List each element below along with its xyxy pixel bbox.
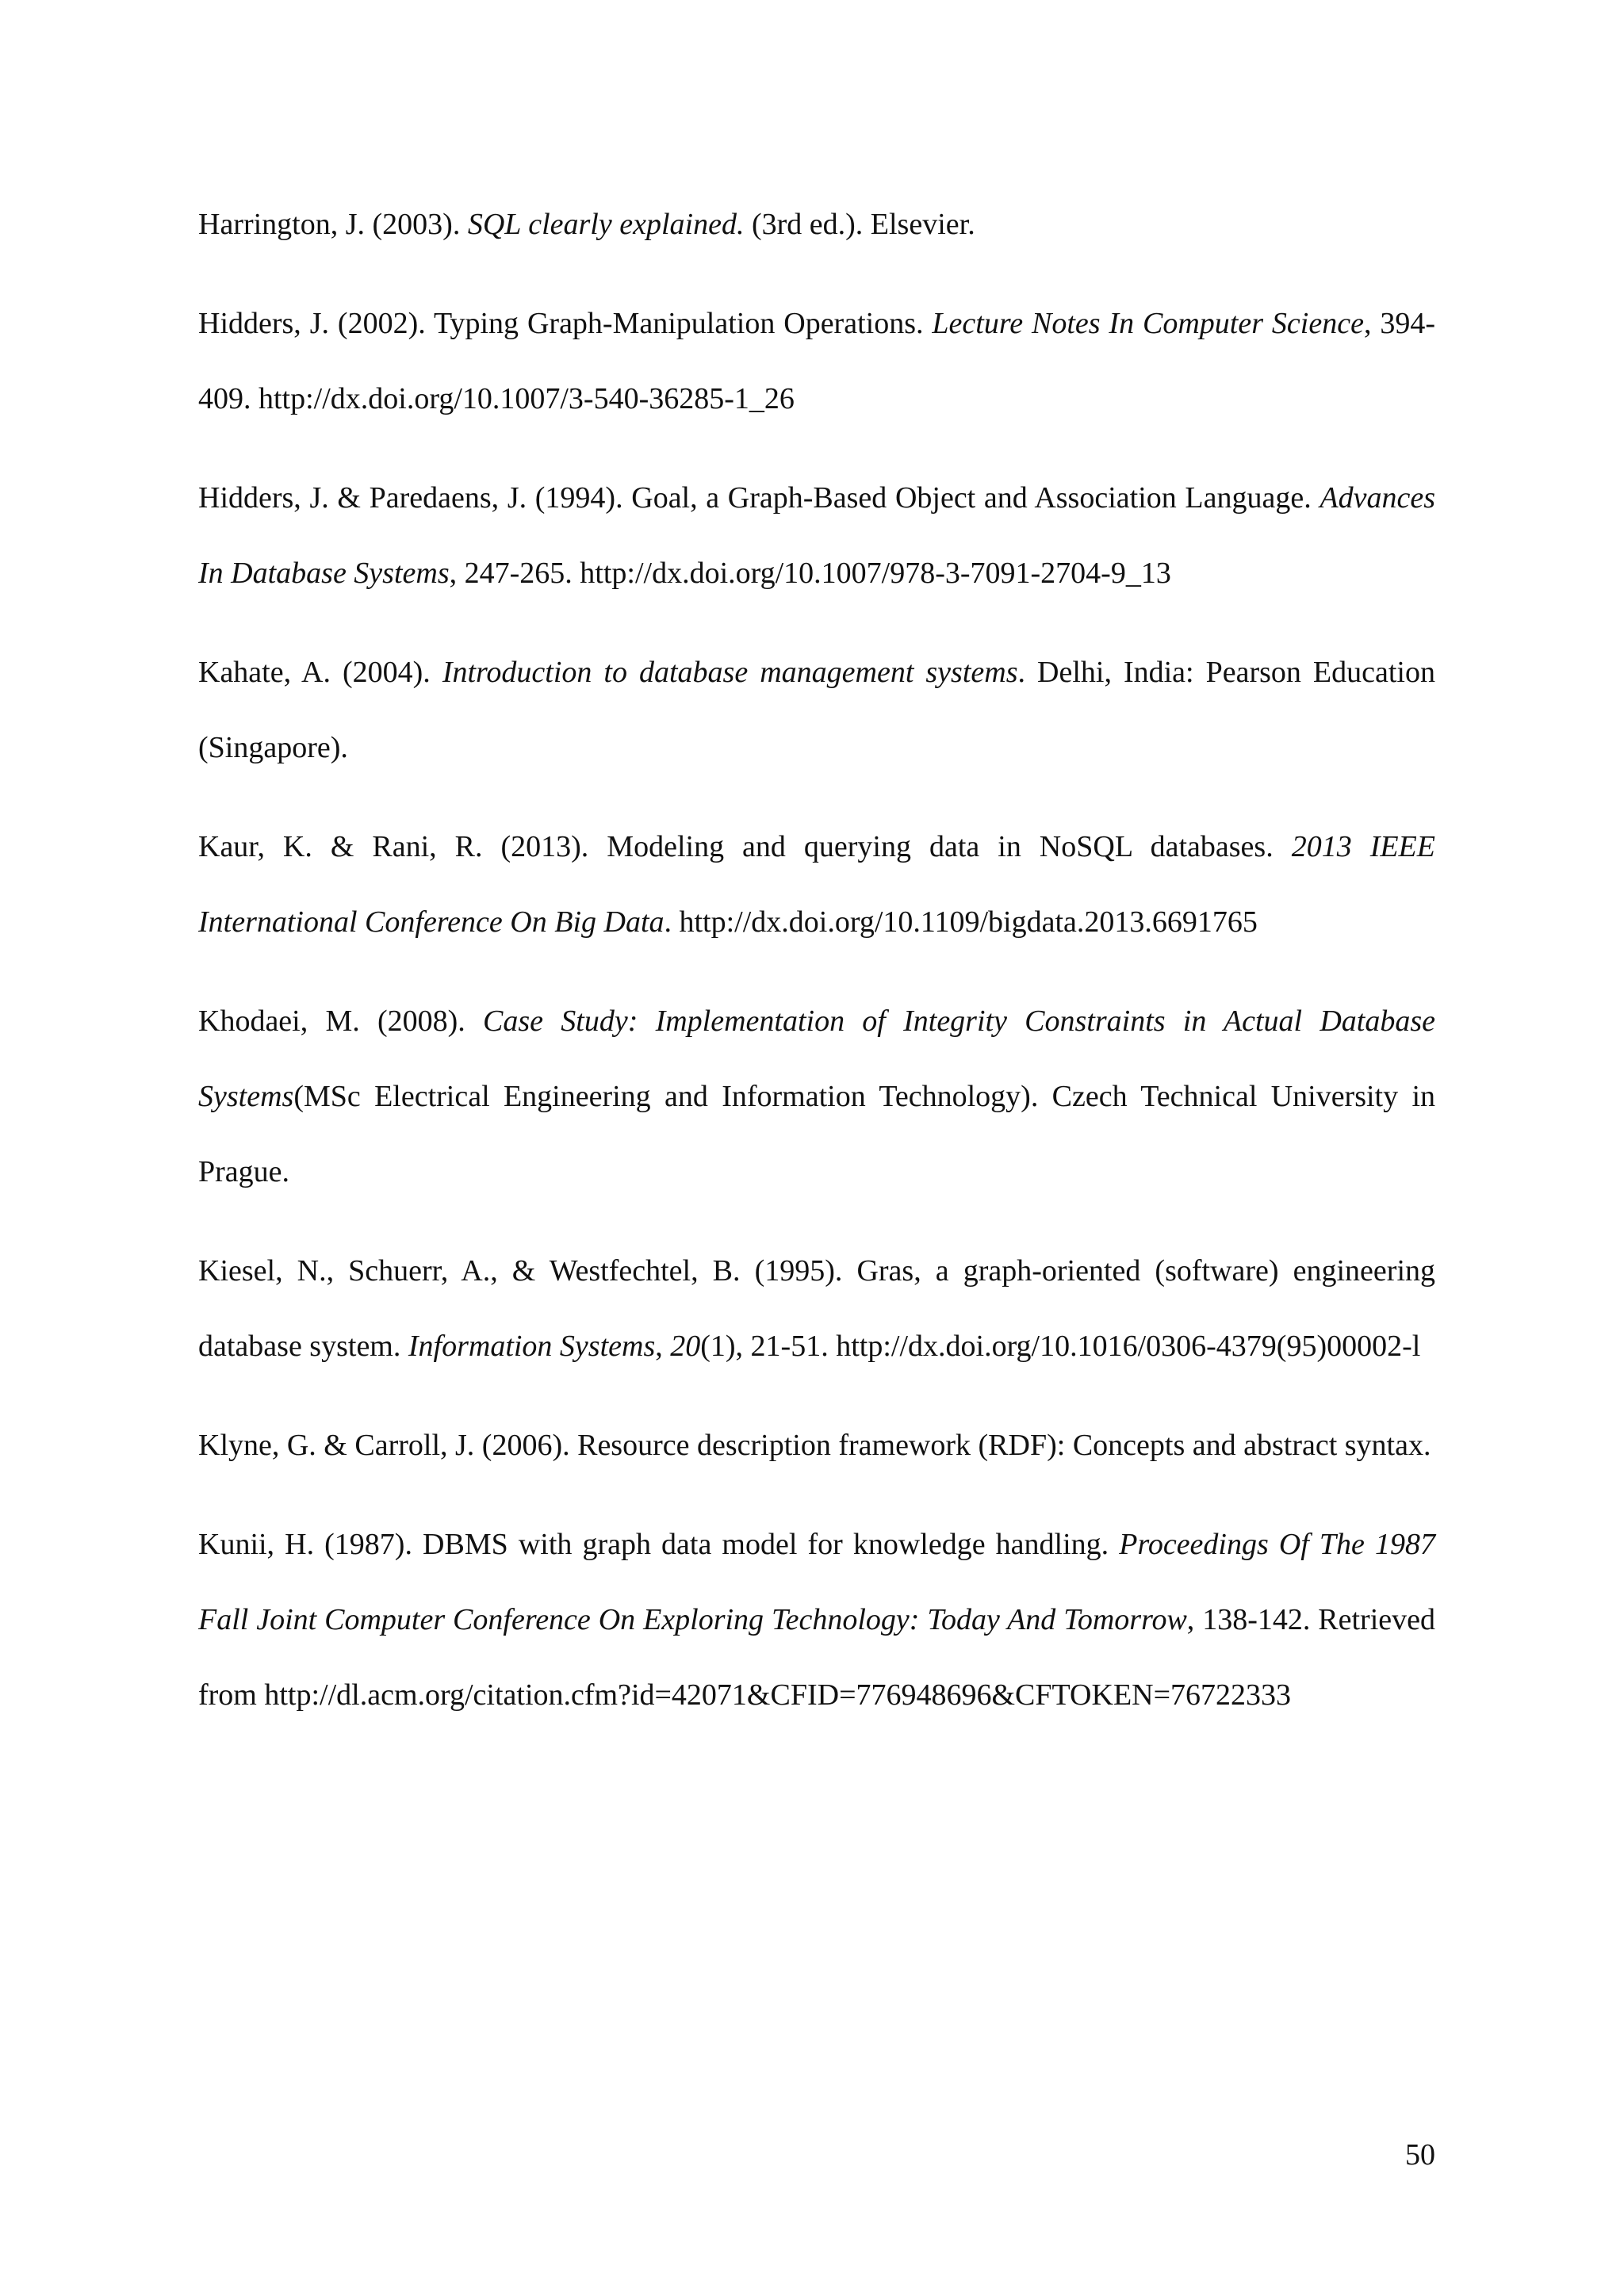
reference-details: , 394-409.: [198, 307, 1436, 415]
page-number: 50: [1405, 2138, 1435, 2172]
reference-author-text: Kiesel, N., Schuerr, A., & Westfechtel, B. (1995). Gras, a graph-oriented (software) engineering database system.: [198, 1254, 1435, 1363]
reference-url[interactable]: http://dx.doi.org/10.1007/978-3-7091-2704-9_13: [580, 557, 1171, 590]
reference-item: [198, 286, 1435, 437]
reference-details: , 138-142. Retrieved from: [198, 1603, 1435, 1712]
reference-list: [198, 187, 1435, 1733]
reference-details: . Delhi, India: Pearson Education (Singapore).: [198, 656, 1435, 764]
reference-author-text: Khodaei, M. (2008).: [198, 1004, 484, 1038]
reference-author-text: Kaur, K. & Rani, R. (2013). Modeling and querying data in NoSQL databases.: [198, 830, 1292, 863]
reference-details: .: [664, 905, 680, 939]
reference-title: Lecture Notes In Computer Science: [932, 307, 1364, 340]
reference-details: ,: [655, 1330, 671, 1363]
reference-details: , 247-265.: [449, 557, 580, 590]
reference-author-text: Klyne, G. & Carroll, J. (2006). Resource description framework (RDF): Concepts and abstract syntax.: [198, 1429, 1431, 1462]
reference-url[interactable]: http://dx.doi.org/10.1007/3-540-36285-1_26: [259, 382, 795, 415]
reference-url[interactable]: http://dx.doi.org/10.1109/bigdata.2013.6691765: [679, 905, 1258, 939]
reference-title: Proceedings Of The 1987 Fall Joint Computer Conference On Exploring Technology: Today And Tomorrow: [198, 1528, 1435, 1636]
reference-url[interactable]: http://dl.acm.org/citation.cfm?id=42071&CFID=776948696&CFTOKEN=76722333: [264, 1678, 1292, 1712]
reference-item: [198, 809, 1435, 960]
reference-title: Advances In Database Systems: [198, 481, 1435, 590]
reference-author-text: Harrington, J. (2003).: [198, 208, 468, 241]
reference-url[interactable]: http://dx.doi.org/10.1016/0306-4379(95)00002-l: [836, 1330, 1421, 1363]
reference-title: Information Systems: [408, 1330, 656, 1363]
reference-details: (3rd ed.). Elsevier.: [744, 208, 975, 241]
reference-author-text: Kahate, A. (2004).: [198, 656, 442, 689]
reference-item: [198, 1507, 1435, 1733]
reference-author-text: Hidders, J. (2002). Typing Graph-Manipulation Operations.: [198, 307, 933, 340]
reference-item: [198, 187, 1435, 262]
reference-item: [198, 1234, 1435, 1384]
reference-author-text: Hidders, J. & Paredaens, J. (1994). Goal, a Graph-Based Object and Association Language.: [198, 481, 1320, 515]
reference-item: [198, 1408, 1435, 1483]
reference-volume: 20: [670, 1330, 701, 1363]
reference-item: [198, 461, 1435, 611]
reference-title: SQL clearly explained.: [467, 208, 745, 241]
reference-title: Introduction to database management systems: [442, 656, 1018, 689]
reference-details: (MSc Electrical Engineering and Information Technology). Czech Technical University in Prague.: [198, 1080, 1435, 1188]
reference-title: Case Study: Implementation of Integrity Constraints in Actual Database Systems: [198, 1004, 1435, 1113]
reference-item: [198, 635, 1435, 786]
reference-author-text: Kunii, H. (1987). DBMS with graph data model for knowledge handling.: [198, 1528, 1120, 1561]
reference-issue-pages: (1), 21-51.: [700, 1330, 837, 1363]
reference-item: [198, 984, 1435, 1210]
reference-title: 2013 IEEE International Conference On Big Data: [198, 830, 1435, 939]
